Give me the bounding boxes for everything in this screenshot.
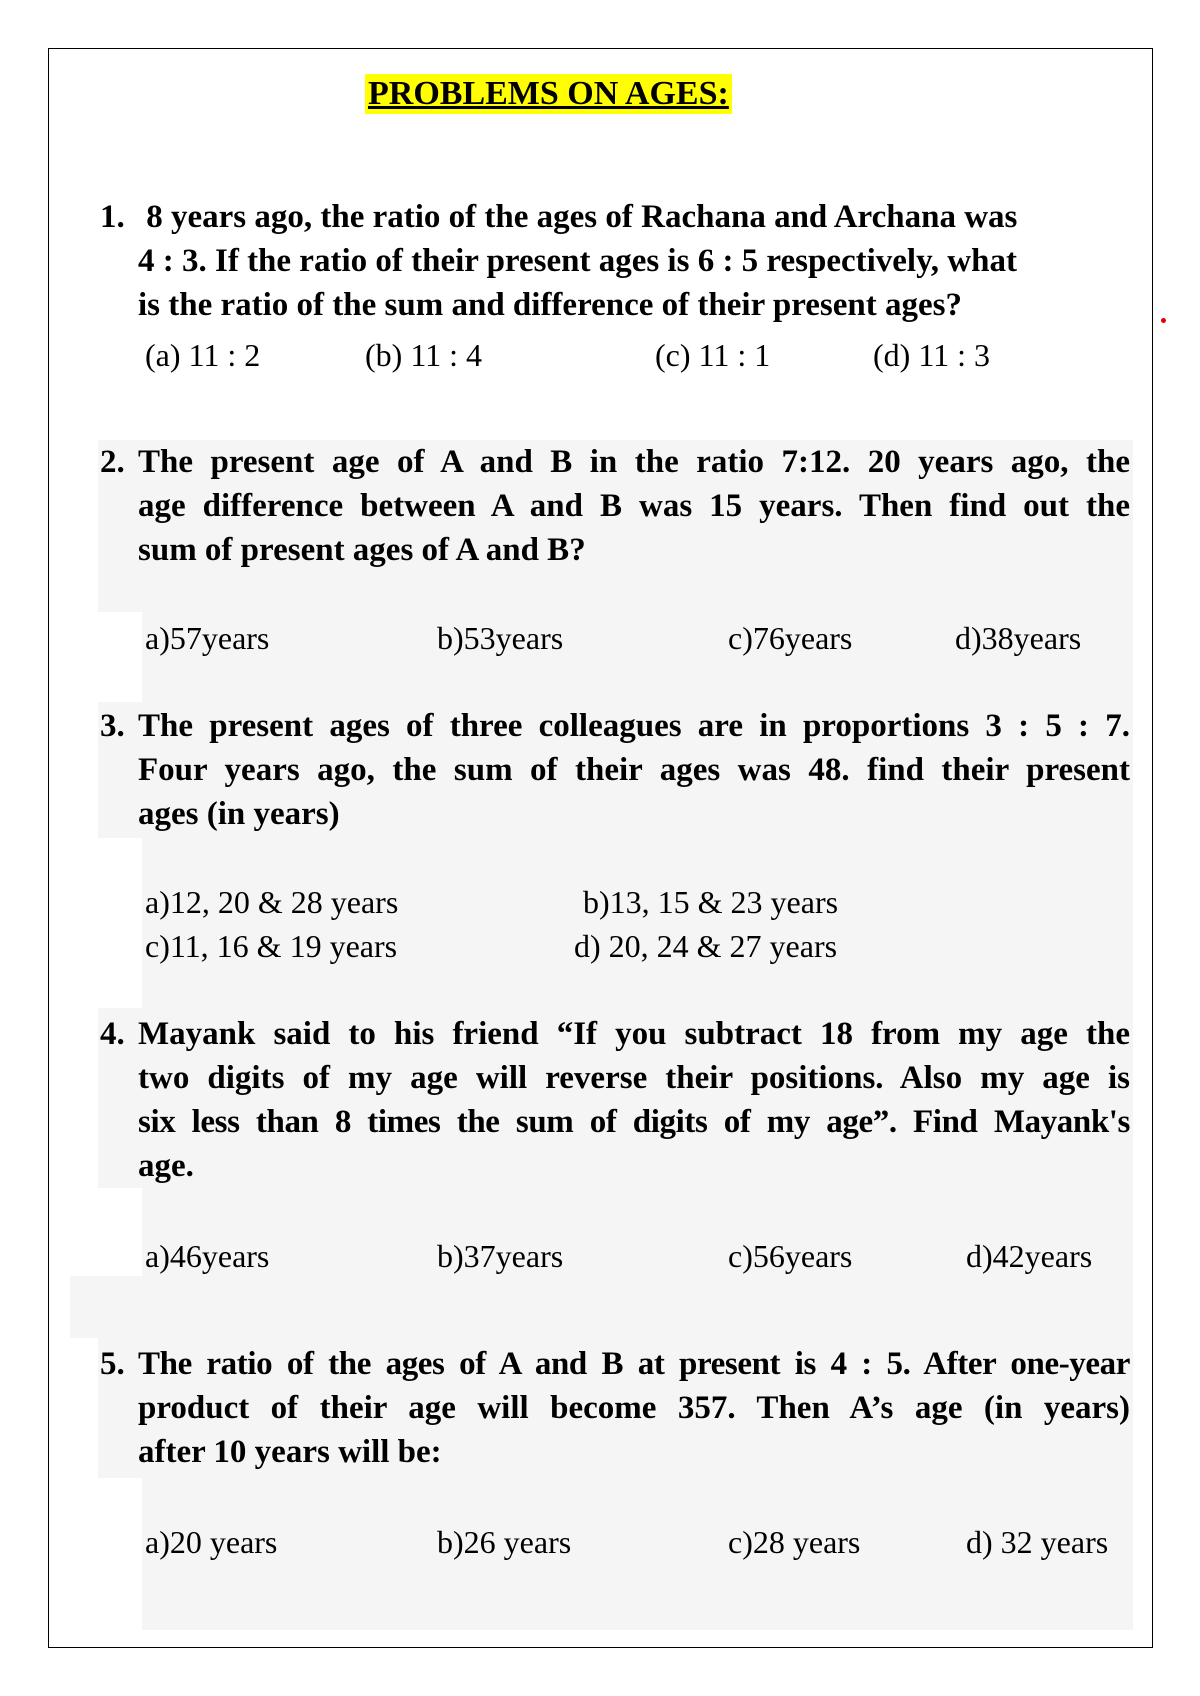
question-line: Mayank said to his friend “If you subtract 18 from my age the — [138, 1016, 1130, 1052]
option-d: (d) 11 : 3 — [873, 337, 991, 373]
question-number: 5. — [100, 1346, 125, 1382]
page-title: PROBLEMS ON AGES: — [365, 74, 732, 114]
option-c: (c) 11 : 1 — [655, 337, 771, 373]
red-dot-mark — [1161, 318, 1166, 323]
question-line: is the ratio of the sum and difference of their present ages? — [138, 287, 962, 323]
option-d: d)42years — [966, 1238, 1093, 1274]
question-number: 4. — [100, 1016, 125, 1052]
question-5 — [100, 1342, 1130, 1474]
option-b: b)26 years — [437, 1524, 572, 1560]
question-text — [138, 1012, 1130, 1188]
question-text — [138, 195, 1130, 327]
question-line: ages (in years) — [138, 796, 340, 832]
option-c: c)76years — [728, 620, 853, 656]
option-d: d) 32 years — [966, 1524, 1109, 1560]
question-text — [138, 440, 1130, 572]
question-line: sum of present ages of A and B? — [138, 532, 586, 568]
question-2 — [100, 440, 1130, 572]
option-a: a)20 years — [145, 1524, 278, 1560]
question-3 — [100, 704, 1130, 836]
shade-block — [142, 838, 1133, 1008]
question-number: 3. — [100, 708, 125, 744]
option-c: c)28 years — [728, 1524, 861, 1560]
question-line: Four years ago, the sum of their ages was 48. find their present — [138, 752, 1130, 788]
question-line: The ratio of the ages of A and B at present is 4 : 5. After one-year — [138, 1346, 1130, 1382]
question-number: 2. — [100, 444, 125, 480]
option-a: a)46years — [145, 1238, 270, 1274]
question-line: six less than 8 times the sum of digits of my age”. Find Mayank's — [138, 1104, 1130, 1140]
question-number: 1. — [100, 199, 125, 235]
option-b: (b) 11 : 4 — [365, 337, 483, 373]
shade-block — [70, 1276, 1133, 1338]
option-b: b)37years — [437, 1238, 564, 1274]
question-text — [138, 1342, 1130, 1474]
question-text — [138, 704, 1130, 836]
question-line: age. — [138, 1148, 194, 1184]
option-a: (a) 11 : 2 — [145, 337, 261, 373]
option-d: d)38years — [955, 620, 1082, 656]
question-line: The present ages of three colleagues are in proportions 3 : 5 : 7. — [138, 708, 1130, 744]
option-c: c)11, 16 & 19 years — [145, 928, 398, 964]
question-line: age difference between A and B was 15 years. Then find out the — [138, 488, 1130, 524]
option-d: d) 20, 24 & 27 years — [574, 928, 838, 964]
option-b: b)53years — [437, 620, 564, 656]
question-4 — [100, 1012, 1130, 1188]
question-line: The present age of A and B in the ratio 7:12. 20 years ago, the — [138, 444, 1130, 480]
question-line: 4 : 3. If the ratio of their present ages is 6 : 5 respectively, what — [138, 243, 1017, 279]
question-1 — [100, 195, 1130, 327]
option-a: a)57years — [145, 620, 270, 656]
question-line: two digits of my age will reverse their positions. Also my age is — [138, 1060, 1130, 1096]
question-line: product of their age will become 357. Then A’s age (in years) — [138, 1390, 1130, 1426]
option-a: a)12, 20 & 28 years — [145, 884, 399, 920]
question-line: after 10 years will be: — [138, 1434, 442, 1470]
option-b: b)13, 15 & 23 years — [583, 884, 839, 920]
question-line: 8 years ago, the ratio of the ages of Rachana and Archana was — [138, 199, 1018, 235]
option-c: c)56years — [728, 1238, 853, 1274]
